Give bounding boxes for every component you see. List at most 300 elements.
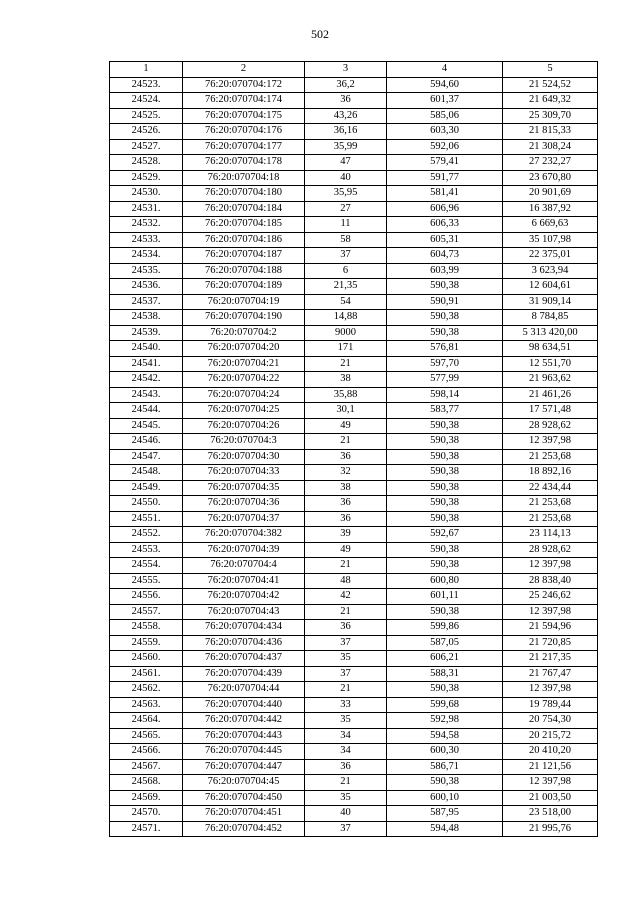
row-number-cell: 24540. xyxy=(110,341,183,357)
value-cell: 3 623,94 xyxy=(503,263,598,279)
area-cell: 35,88 xyxy=(305,387,387,403)
table-row xyxy=(110,232,598,248)
row-number-cell: 24550. xyxy=(110,496,183,512)
value-cell: 6 669,63 xyxy=(503,217,598,233)
value-cell: 18 892,16 xyxy=(503,465,598,481)
cadastral-number-cell: 76:20:070704:4 xyxy=(183,558,305,574)
rate-cell: 592,06 xyxy=(387,139,503,155)
value-cell: 5 313 420,00 xyxy=(503,325,598,341)
area-cell: 35 xyxy=(305,713,387,729)
row-number-cell: 24558. xyxy=(110,620,183,636)
area-cell: 58 xyxy=(305,232,387,248)
table-row xyxy=(110,527,598,543)
value-cell: 98 634,51 xyxy=(503,341,598,357)
rate-cell: 590,38 xyxy=(387,310,503,326)
value-cell: 23 114,13 xyxy=(503,527,598,543)
row-number-cell: 24564. xyxy=(110,713,183,729)
table-row xyxy=(110,217,598,233)
cadastral-number-cell: 76:20:070704:442 xyxy=(183,713,305,729)
rate-cell: 599,86 xyxy=(387,620,503,636)
row-number-cell: 24526. xyxy=(110,124,183,140)
column-header: 2 xyxy=(183,62,305,78)
value-cell: 21 594,96 xyxy=(503,620,598,636)
row-number-cell: 24552. xyxy=(110,527,183,543)
table-row xyxy=(110,682,598,698)
area-cell: 33 xyxy=(305,697,387,713)
rate-cell: 591,77 xyxy=(387,170,503,186)
cadastral-number-cell: 76:20:070704:24 xyxy=(183,387,305,403)
row-number-cell: 24544. xyxy=(110,403,183,419)
row-number-cell: 24561. xyxy=(110,666,183,682)
row-number-cell: 24554. xyxy=(110,558,183,574)
row-number-cell: 24534. xyxy=(110,248,183,264)
rate-cell: 576,81 xyxy=(387,341,503,357)
rate-cell: 590,38 xyxy=(387,542,503,558)
cadastral-number-cell: 76:20:070704:434 xyxy=(183,620,305,636)
area-cell: 37 xyxy=(305,666,387,682)
row-number-cell: 24546. xyxy=(110,434,183,450)
value-cell: 20 754,30 xyxy=(503,713,598,729)
value-cell: 27 232,27 xyxy=(503,155,598,171)
table-row xyxy=(110,496,598,512)
table-row xyxy=(110,790,598,806)
cadastral-number-cell: 76:20:070704:35 xyxy=(183,480,305,496)
value-cell: 21 963,62 xyxy=(503,372,598,388)
area-cell: 14,88 xyxy=(305,310,387,326)
value-cell: 20 901,69 xyxy=(503,186,598,202)
area-cell: 39 xyxy=(305,527,387,543)
table-row xyxy=(110,403,598,419)
cadastral-number-cell: 76:20:070704:44 xyxy=(183,682,305,698)
row-number-cell: 24539. xyxy=(110,325,183,341)
value-cell: 22 375,01 xyxy=(503,248,598,264)
table-row xyxy=(110,279,598,295)
row-number-cell: 24531. xyxy=(110,201,183,217)
rate-cell: 583,77 xyxy=(387,403,503,419)
row-number-cell: 24563. xyxy=(110,697,183,713)
row-number-cell: 24560. xyxy=(110,651,183,667)
cadastral-number-cell: 76:20:070704:450 xyxy=(183,790,305,806)
rate-cell: 603,99 xyxy=(387,263,503,279)
cadastral-number-cell: 76:20:070704:22 xyxy=(183,372,305,388)
rate-cell: 606,96 xyxy=(387,201,503,217)
table-row xyxy=(110,248,598,264)
table-row xyxy=(110,480,598,496)
value-cell: 23 670,80 xyxy=(503,170,598,186)
rate-cell: 577,99 xyxy=(387,372,503,388)
area-cell: 36 xyxy=(305,620,387,636)
value-cell: 31 909,14 xyxy=(503,294,598,310)
table-row xyxy=(110,170,598,186)
area-cell: 6 xyxy=(305,263,387,279)
row-number-cell: 24536. xyxy=(110,279,183,295)
rate-cell: 590,38 xyxy=(387,558,503,574)
rate-cell: 594,58 xyxy=(387,728,503,744)
row-number-cell: 24532. xyxy=(110,217,183,233)
area-cell: 40 xyxy=(305,806,387,822)
row-number-cell: 24530. xyxy=(110,186,183,202)
page-number: 502 xyxy=(311,27,329,41)
area-cell: 36,16 xyxy=(305,124,387,140)
table-row xyxy=(110,620,598,636)
value-cell: 21 253,68 xyxy=(503,449,598,465)
rate-cell: 590,38 xyxy=(387,496,503,512)
row-number-cell: 24549. xyxy=(110,480,183,496)
area-cell: 35 xyxy=(305,790,387,806)
table-row xyxy=(110,604,598,620)
area-cell: 35,95 xyxy=(305,186,387,202)
value-cell: 28 928,62 xyxy=(503,418,598,434)
cadastral-number-cell: 76:20:070704:447 xyxy=(183,759,305,775)
table-row xyxy=(110,635,598,651)
cadastral-number-cell: 76:20:070704:189 xyxy=(183,279,305,295)
row-number-cell: 24555. xyxy=(110,573,183,589)
cadastral-number-cell: 76:20:070704:21 xyxy=(183,356,305,372)
rate-cell: 590,91 xyxy=(387,294,503,310)
area-cell: 171 xyxy=(305,341,387,357)
table-row xyxy=(110,558,598,574)
rate-cell: 592,98 xyxy=(387,713,503,729)
cadastral-number-cell: 76:20:070704:452 xyxy=(183,821,305,837)
row-number-cell: 24569. xyxy=(110,790,183,806)
area-cell: 37 xyxy=(305,821,387,837)
rate-cell: 600,10 xyxy=(387,790,503,806)
cadastral-number-cell: 76:20:070704:172 xyxy=(183,77,305,93)
cadastral-number-cell: 76:20:070704:190 xyxy=(183,310,305,326)
cadastral-number-cell: 76:20:070704:440 xyxy=(183,697,305,713)
value-cell: 21 995,76 xyxy=(503,821,598,837)
value-cell: 28 838,40 xyxy=(503,573,598,589)
row-number-cell: 24570. xyxy=(110,806,183,822)
table-row xyxy=(110,449,598,465)
value-cell: 16 387,92 xyxy=(503,201,598,217)
value-cell: 20 410,20 xyxy=(503,744,598,760)
area-cell: 35 xyxy=(305,651,387,667)
table-row xyxy=(110,821,598,837)
rate-cell: 588,31 xyxy=(387,666,503,682)
area-cell: 37 xyxy=(305,248,387,264)
rate-cell: 594,60 xyxy=(387,77,503,93)
row-number-cell: 24523. xyxy=(110,77,183,93)
cadastral-number-cell: 76:20:070704:39 xyxy=(183,542,305,558)
rate-cell: 590,38 xyxy=(387,604,503,620)
table-row xyxy=(110,139,598,155)
area-cell: 21,35 xyxy=(305,279,387,295)
rate-cell: 590,38 xyxy=(387,279,503,295)
row-number-cell: 24562. xyxy=(110,682,183,698)
value-cell: 35 107,98 xyxy=(503,232,598,248)
rate-cell: 581,41 xyxy=(387,186,503,202)
cadastral-number-cell: 76:20:070704:37 xyxy=(183,511,305,527)
table-row xyxy=(110,341,598,357)
area-cell: 32 xyxy=(305,465,387,481)
table-row xyxy=(110,573,598,589)
row-number-cell: 24548. xyxy=(110,465,183,481)
area-cell: 21 xyxy=(305,604,387,620)
row-number-cell: 24527. xyxy=(110,139,183,155)
cadastral-number-cell: 76:20:070704:176 xyxy=(183,124,305,140)
cadastral-number-cell: 76:20:070704:36 xyxy=(183,496,305,512)
area-cell: 27 xyxy=(305,201,387,217)
rate-cell: 590,38 xyxy=(387,418,503,434)
table-row xyxy=(110,186,598,202)
rate-cell: 585,06 xyxy=(387,108,503,124)
area-cell: 36 xyxy=(305,449,387,465)
table-row xyxy=(110,651,598,667)
row-number-cell: 24559. xyxy=(110,635,183,651)
value-cell: 12 397,98 xyxy=(503,682,598,698)
value-cell: 21 253,68 xyxy=(503,511,598,527)
cadastral-number-cell: 76:20:070704:19 xyxy=(183,294,305,310)
table-row xyxy=(110,589,598,605)
value-cell: 22 434,44 xyxy=(503,480,598,496)
cadastral-number-cell: 76:20:070704:188 xyxy=(183,263,305,279)
area-cell: 38 xyxy=(305,480,387,496)
table-row xyxy=(110,77,598,93)
cadastral-number-cell: 76:20:070704:187 xyxy=(183,248,305,264)
table-row xyxy=(110,387,598,403)
value-cell: 21 253,68 xyxy=(503,496,598,512)
value-cell: 21 003,50 xyxy=(503,790,598,806)
row-number-cell: 24525. xyxy=(110,108,183,124)
area-cell: 43,26 xyxy=(305,108,387,124)
rate-cell: 603,30 xyxy=(387,124,503,140)
cadastral-number-cell: 76:20:070704:174 xyxy=(183,93,305,109)
value-cell: 21 524,52 xyxy=(503,77,598,93)
row-number-cell: 24529. xyxy=(110,170,183,186)
area-cell: 54 xyxy=(305,294,387,310)
area-cell: 36 xyxy=(305,511,387,527)
table-row xyxy=(110,325,598,341)
rate-cell: 587,95 xyxy=(387,806,503,822)
area-cell: 21 xyxy=(305,775,387,791)
area-cell: 49 xyxy=(305,542,387,558)
row-number-cell: 24565. xyxy=(110,728,183,744)
table-row xyxy=(110,294,598,310)
column-header: 5 xyxy=(503,62,598,78)
area-cell: 36,2 xyxy=(305,77,387,93)
rate-cell: 592,67 xyxy=(387,527,503,543)
table-row xyxy=(110,713,598,729)
value-cell: 8 784,85 xyxy=(503,310,598,326)
cadastral-number-cell: 76:20:070704:42 xyxy=(183,589,305,605)
rate-cell: 604,73 xyxy=(387,248,503,264)
value-cell: 19 789,44 xyxy=(503,697,598,713)
table-row xyxy=(110,728,598,744)
cadastral-number-cell: 76:20:070704:185 xyxy=(183,217,305,233)
row-number-cell: 24535. xyxy=(110,263,183,279)
table-row xyxy=(110,93,598,109)
cadastral-number-cell: 76:20:070704:41 xyxy=(183,573,305,589)
row-number-cell: 24541. xyxy=(110,356,183,372)
table-row xyxy=(110,744,598,760)
value-cell: 20 215,72 xyxy=(503,728,598,744)
area-cell: 37 xyxy=(305,635,387,651)
rate-cell: 590,38 xyxy=(387,511,503,527)
cadastral-number-cell: 76:20:070704:186 xyxy=(183,232,305,248)
row-number-cell: 24556. xyxy=(110,589,183,605)
cadastral-number-cell: 76:20:070704:184 xyxy=(183,201,305,217)
rate-cell: 597,70 xyxy=(387,356,503,372)
row-number-cell: 24542. xyxy=(110,372,183,388)
value-cell: 12 397,98 xyxy=(503,558,598,574)
cadastral-number-cell: 76:20:070704:451 xyxy=(183,806,305,822)
row-number-cell: 24571. xyxy=(110,821,183,837)
cadastral-number-cell: 76:20:070704:437 xyxy=(183,651,305,667)
area-cell: 30,1 xyxy=(305,403,387,419)
cadastral-number-cell: 76:20:070704:2 xyxy=(183,325,305,341)
value-cell: 21 767,47 xyxy=(503,666,598,682)
cadastral-number-cell: 76:20:070704:18 xyxy=(183,170,305,186)
table-row xyxy=(110,263,598,279)
row-number-cell: 24533. xyxy=(110,232,183,248)
column-header: 3 xyxy=(305,62,387,78)
rate-cell: 600,30 xyxy=(387,744,503,760)
area-cell: 35,99 xyxy=(305,139,387,155)
cadastral-number-cell: 76:20:070704:175 xyxy=(183,108,305,124)
rate-cell: 606,33 xyxy=(387,217,503,233)
value-cell: 12 604,61 xyxy=(503,279,598,295)
rate-cell: 590,38 xyxy=(387,480,503,496)
table-row xyxy=(110,201,598,217)
cadastral-number-cell: 76:20:070704:25 xyxy=(183,403,305,419)
table-row xyxy=(110,465,598,481)
cadastral-number-cell: 76:20:070704:30 xyxy=(183,449,305,465)
cadastral-number-cell: 76:20:070704:178 xyxy=(183,155,305,171)
table-body xyxy=(110,77,598,837)
table-row xyxy=(110,124,598,140)
cadastral-number-cell: 76:20:070704:33 xyxy=(183,465,305,481)
cadastral-number-cell: 76:20:070704:45 xyxy=(183,775,305,791)
rate-cell: 600,80 xyxy=(387,573,503,589)
cadastral-number-cell: 76:20:070704:180 xyxy=(183,186,305,202)
cadastral-number-cell: 76:20:070704:3 xyxy=(183,434,305,450)
area-cell: 11 xyxy=(305,217,387,233)
column-header: 1 xyxy=(110,62,183,78)
rate-cell: 590,38 xyxy=(387,449,503,465)
rate-cell: 606,21 xyxy=(387,651,503,667)
value-cell: 12 397,98 xyxy=(503,434,598,450)
row-number-cell: 24566. xyxy=(110,744,183,760)
table-row xyxy=(110,310,598,326)
area-cell: 9000 xyxy=(305,325,387,341)
row-number-cell: 24547. xyxy=(110,449,183,465)
row-number-cell: 24528. xyxy=(110,155,183,171)
rate-cell: 590,38 xyxy=(387,682,503,698)
value-cell: 12 397,98 xyxy=(503,604,598,620)
area-cell: 21 xyxy=(305,434,387,450)
cadastral-number-cell: 76:20:070704:439 xyxy=(183,666,305,682)
register-table xyxy=(109,61,598,837)
cadastral-number-cell: 76:20:070704:20 xyxy=(183,341,305,357)
rate-cell: 590,38 xyxy=(387,465,503,481)
value-cell: 25 309,70 xyxy=(503,108,598,124)
table-row xyxy=(110,806,598,822)
table-row xyxy=(110,542,598,558)
rate-cell: 594,48 xyxy=(387,821,503,837)
row-number-cell: 24567. xyxy=(110,759,183,775)
rate-cell: 601,11 xyxy=(387,589,503,605)
area-cell: 21 xyxy=(305,356,387,372)
area-cell: 21 xyxy=(305,682,387,698)
value-cell: 17 571,48 xyxy=(503,403,598,419)
rate-cell: 587,05 xyxy=(387,635,503,651)
row-number-cell: 24553. xyxy=(110,542,183,558)
table-row xyxy=(110,418,598,434)
area-cell: 38 xyxy=(305,372,387,388)
value-cell: 25 246,62 xyxy=(503,589,598,605)
area-cell: 34 xyxy=(305,744,387,760)
row-number-cell: 24538. xyxy=(110,310,183,326)
cadastral-number-cell: 76:20:070704:445 xyxy=(183,744,305,760)
cadastral-number-cell: 76:20:070704:177 xyxy=(183,139,305,155)
table-row xyxy=(110,697,598,713)
column-header: 4 xyxy=(387,62,503,78)
cadastral-number-cell: 76:20:070704:436 xyxy=(183,635,305,651)
rate-cell: 590,38 xyxy=(387,775,503,791)
area-cell: 47 xyxy=(305,155,387,171)
value-cell: 28 928,62 xyxy=(503,542,598,558)
rate-cell: 579,41 xyxy=(387,155,503,171)
table-row xyxy=(110,356,598,372)
area-cell: 36 xyxy=(305,759,387,775)
area-cell: 34 xyxy=(305,728,387,744)
value-cell: 12 397,98 xyxy=(503,775,598,791)
area-cell: 49 xyxy=(305,418,387,434)
value-cell: 21 121,56 xyxy=(503,759,598,775)
value-cell: 21 217,35 xyxy=(503,651,598,667)
value-cell: 21 649,32 xyxy=(503,93,598,109)
row-number-cell: 24537. xyxy=(110,294,183,310)
area-cell: 40 xyxy=(305,170,387,186)
row-number-cell: 24545. xyxy=(110,418,183,434)
table-row xyxy=(110,155,598,171)
value-cell: 21 461,26 xyxy=(503,387,598,403)
table-row xyxy=(110,372,598,388)
area-cell: 21 xyxy=(305,558,387,574)
value-cell: 12 551,70 xyxy=(503,356,598,372)
rate-cell: 599,68 xyxy=(387,697,503,713)
area-cell: 36 xyxy=(305,93,387,109)
row-number-cell: 24557. xyxy=(110,604,183,620)
row-number-cell: 24524. xyxy=(110,93,183,109)
rate-cell: 601,37 xyxy=(387,93,503,109)
cadastral-number-cell: 76:20:070704:43 xyxy=(183,604,305,620)
table-row xyxy=(110,759,598,775)
table-row xyxy=(110,775,598,791)
value-cell: 21 815,33 xyxy=(503,124,598,140)
rate-cell: 590,38 xyxy=(387,434,503,450)
rate-cell: 586,71 xyxy=(387,759,503,775)
table-row xyxy=(110,666,598,682)
area-cell: 36 xyxy=(305,496,387,512)
row-number-cell: 24568. xyxy=(110,775,183,791)
table-row xyxy=(110,108,598,124)
row-number-cell: 24543. xyxy=(110,387,183,403)
table-row xyxy=(110,434,598,450)
table-row xyxy=(110,511,598,527)
value-cell: 21 720,85 xyxy=(503,635,598,651)
cadastral-number-cell: 76:20:070704:382 xyxy=(183,527,305,543)
cadastral-number-cell: 76:20:070704:443 xyxy=(183,728,305,744)
rate-cell: 605,31 xyxy=(387,232,503,248)
value-cell: 21 308,24 xyxy=(503,139,598,155)
rate-cell: 590,38 xyxy=(387,325,503,341)
row-number-cell: 24551. xyxy=(110,511,183,527)
cadastral-number-cell: 76:20:070704:26 xyxy=(183,418,305,434)
area-cell: 48 xyxy=(305,573,387,589)
value-cell: 23 518,00 xyxy=(503,806,598,822)
